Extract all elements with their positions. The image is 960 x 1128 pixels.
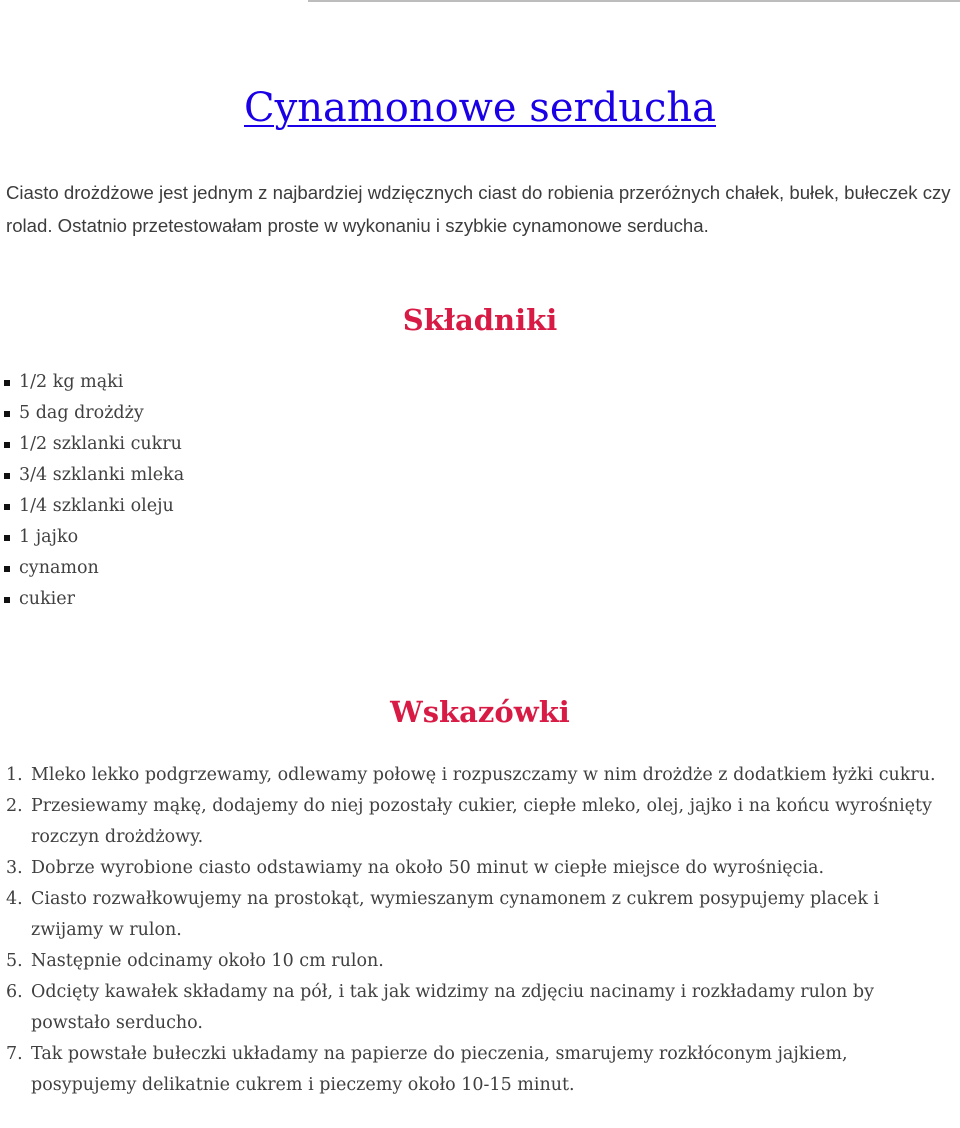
bullet-icon [4, 380, 10, 386]
bullet-icon [4, 504, 10, 510]
step-text: Tak powstałe bułeczki układamy na papierze do pieczenia, smarujemy rozkłóconym jajkiem, posypujemy delikatnie cukrem i pieczemy około 10-15 minut. [31, 1044, 848, 1095]
directions-heading: Wskazówki [390, 695, 570, 729]
step-item [6, 977, 944, 1039]
bullet-icon [4, 566, 10, 572]
step-item [6, 853, 944, 884]
intro-paragraph: Ciasto drożdżowe jest jednym z najbardziej wdzięcznych ciast do robienia przeróżnych chałek, bułek, bułeczek czy rolad. Ostatnio przetestowałam proste w wykonaniu i szybkie cynamonowe serducha. [6, 182, 951, 236]
step-text: Odcięty kawałek składamy na pół, i tak jak widzimy na zdjęciu nacinamy i rozkładamy rulon by powstało serducho. [31, 982, 874, 1033]
ingredient-label: 1/2 szklanki cukru [19, 434, 182, 454]
ingredient-item [0, 429, 184, 460]
ingredient-label: cukier [19, 589, 75, 609]
ingredient-item [0, 522, 184, 553]
step-item [6, 760, 944, 791]
step-item [6, 791, 944, 853]
step-number: 1. [6, 765, 23, 785]
step-item [6, 1039, 944, 1101]
step-text: Ciasto rozwałkowujemy na prostokąt, wymieszanym cynamonem z cukrem posypujemy placek i zwijamy w rulon. [31, 889, 880, 940]
bullet-icon [4, 411, 10, 417]
step-number: 3. [6, 858, 23, 878]
bullet-icon [4, 473, 10, 479]
step-list [6, 760, 944, 1101]
ingredient-item [0, 553, 184, 584]
step-number: 2. [6, 796, 23, 816]
ingredient-item [0, 584, 184, 615]
step-text: Przesiewamy mąkę, dodajemy do niej pozostały cukier, ciepłe mleko, olej, jajko i na końcu wyrośnięty rozczyn drożdżowy. [31, 796, 932, 847]
ingredient-label: 3/4 szklanki mleka [19, 465, 185, 485]
step-number: 4. [6, 889, 23, 909]
ingredient-item [0, 398, 184, 429]
step-number: 6. [6, 982, 23, 1002]
step-text: Dobrze wyrobione ciasto odstawiamy na około 50 minut w ciepłe miejsce do wyrośnięcia. [31, 858, 825, 878]
ingredient-item [0, 491, 184, 522]
ingredient-item [0, 367, 184, 398]
ingredient-label: 5 dag drożdży [19, 403, 144, 423]
ingredient-label: 1/4 szklanki oleju [19, 496, 174, 516]
title-link[interactable]: Cynamonowe serducha [244, 85, 716, 131]
ingredient-label: 1 jajko [19, 527, 79, 547]
ingredients-heading: Składniki [402, 303, 558, 337]
ingredient-label: 1/2 kg mąki [19, 372, 124, 392]
top-divider [308, 0, 960, 2]
bullet-icon [4, 597, 10, 603]
step-number: 5. [6, 951, 23, 971]
bullet-icon [4, 535, 10, 541]
page-title [0, 80, 960, 136]
step-item [6, 884, 944, 946]
step-text: Mleko lekko podgrzewamy, odlewamy połowę i rozpuszczamy w nim drożdże z dodatkiem łyżki cukru. [31, 765, 936, 785]
step-text: Następnie odcinamy około 10 cm rulon. [31, 951, 384, 971]
ingredient-list [0, 367, 184, 615]
ingredient-item [0, 460, 184, 491]
ingredient-label: cynamon [19, 558, 99, 578]
bullet-icon [4, 442, 10, 448]
step-item [6, 946, 944, 977]
step-number: 7. [6, 1044, 23, 1064]
